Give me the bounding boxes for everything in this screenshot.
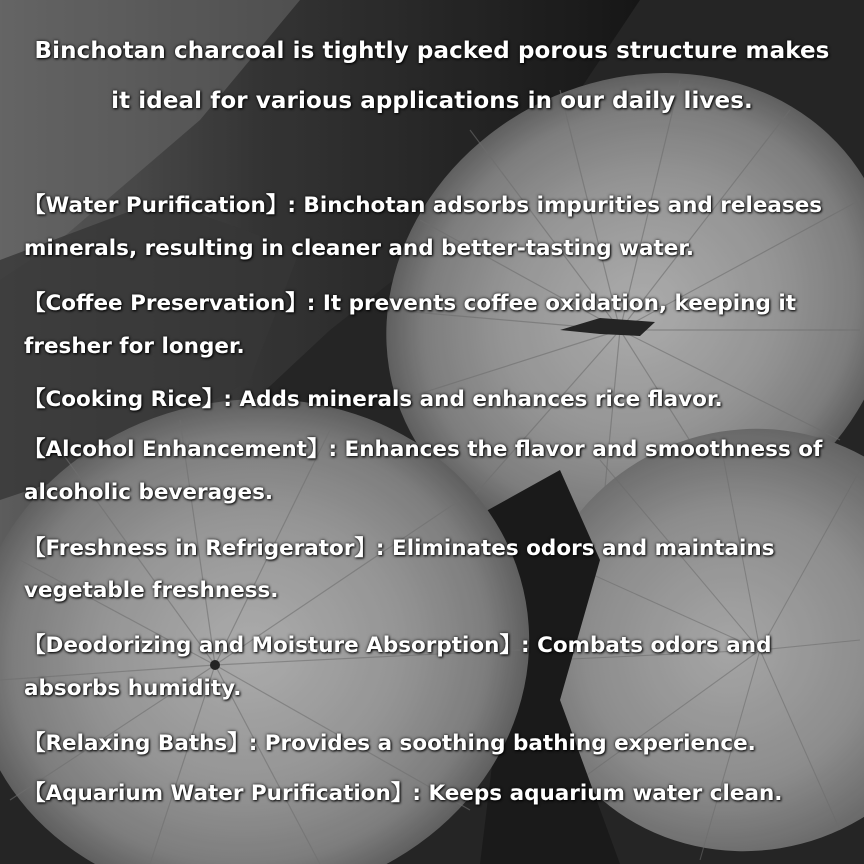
- headline-line-1: Binchotan charcoal is tightly packed porous structure makes: [34, 38, 830, 64]
- deodorizing-line-2: absorbs humidity.: [24, 676, 242, 701]
- alcohol-enhancement-line-1: 【Alcohol Enhancement】: Enhances the flavor and smoothness of: [24, 437, 823, 462]
- refrigerator-freshness-line-1: 【Freshness in Refrigerator】: Eliminates odors and maintains: [24, 536, 775, 561]
- deodorizing-line-1: 【Deodorizing and Moisture Absorption】: Combats odors and: [24, 633, 772, 658]
- water-purification-line-2: minerals, resulting in cleaner and better-tasting water.: [24, 236, 695, 261]
- relaxing-baths-line: 【Relaxing Baths】: Provides a soothing bathing experience.: [24, 731, 756, 756]
- coffee-preservation-line-2: fresher for longer.: [24, 334, 245, 359]
- headline-line-2: it ideal for various applications in our daily lives.: [111, 88, 753, 114]
- cooking-rice-line: 【Cooking Rice】: Adds minerals and enhances rice flavor.: [24, 387, 723, 412]
- coffee-preservation-line-1: 【Coffee Preservation】: It prevents coffee oxidation, keeping it: [24, 291, 797, 316]
- water-purification-line-1: 【Water Purification】: Binchotan adsorbs impurities and releases: [24, 193, 823, 218]
- alcohol-enhancement-line-2: alcoholic beverages.: [24, 480, 274, 505]
- aquarium-purification-line: 【Aquarium Water Purification】: Keeps aquarium water clean.: [24, 781, 783, 806]
- refrigerator-freshness-line-2: vegetable freshness.: [24, 578, 279, 603]
